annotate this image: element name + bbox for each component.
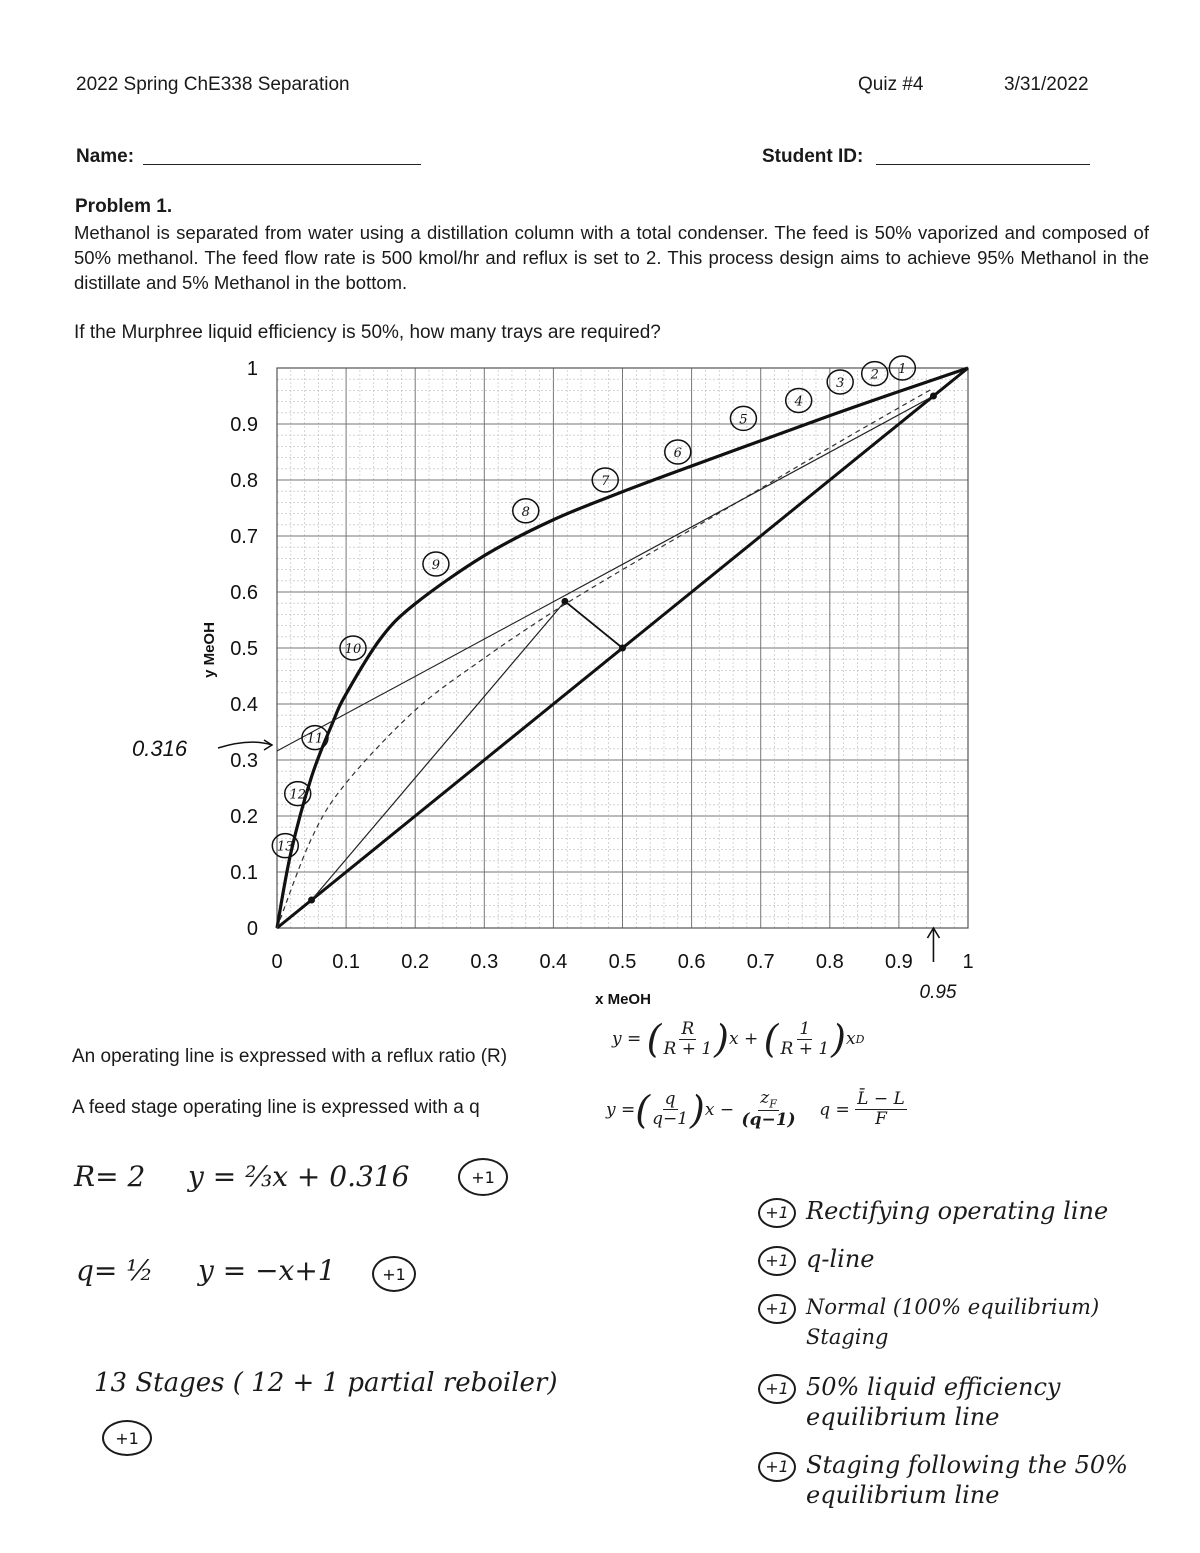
- stage-number: 13: [277, 839, 294, 855]
- stage-circle: [862, 362, 888, 386]
- check-badge-4: +1: [758, 1374, 796, 1404]
- key-point: [561, 598, 568, 605]
- x-tick-label: 0.8: [815, 951, 844, 973]
- x-tick-label: 0.1: [332, 951, 361, 973]
- quiz-date: 3/31/2022: [1004, 74, 1089, 95]
- qdef-sign: =: [835, 1099, 850, 1120]
- chart-labels: [132, 622, 957, 1008]
- feq-y: y: [606, 1099, 616, 1120]
- stage-circle: [340, 636, 366, 660]
- check-badge-5: +1: [758, 1452, 796, 1482]
- qdef-den: F: [875, 1109, 887, 1130]
- intercept-arrow: [218, 742, 272, 748]
- y-tick-label: 0.6: [230, 582, 258, 604]
- frac-r-den: R + 1: [663, 1038, 713, 1059]
- feq-zf: z: [760, 1088, 770, 1108]
- hand-q-value: q= ½: [76, 1254, 154, 1287]
- problem-title: Problem 1.: [75, 196, 173, 217]
- qdef-q: q: [819, 1099, 831, 1120]
- stage-circle: [272, 834, 298, 858]
- stage-number: 10: [344, 642, 362, 657]
- check-text-1: Rectifying operating line: [806, 1197, 1109, 1225]
- stage-number: 12: [289, 787, 307, 803]
- checklist-item-5: [758, 1450, 1168, 1510]
- hand-q-equation: y = −x+1: [198, 1254, 336, 1287]
- stage-number: 5: [739, 412, 748, 428]
- problem-text: Methanol is separated from water using a distillation column with a total condenser. The feed is 50% vaporized and composed of 50% methanol. The feed flow rate is 500 kmol/hr and reflux is set to 2. This process design aims to achieve 95% Methanol in the distillate and 5% Methanol in the bottom.: [74, 222, 1149, 293]
- feed-line-equation: y = ( $\frac{q}{q-1}$ ) x − $\frac{z_F}{(q-1)}$ q = $\frac{L̄ - L}{F}$: [606, 1087, 905, 1132]
- checklist-item-1: [758, 1196, 1168, 1228]
- series-stripping-operating-line: [312, 601, 565, 900]
- eq-d-sub: D: [855, 1032, 865, 1046]
- check-badge-2: +1: [758, 1246, 796, 1276]
- x-tick-label: 0.4: [539, 951, 568, 973]
- chart-ticks: [230, 358, 973, 973]
- stage-circle: [302, 726, 328, 750]
- intercept-arrow-head: [264, 740, 272, 750]
- operating-line-text: An operating line is expressed with a reflux ratio (R): [72, 1046, 508, 1067]
- x-tick-label: 0.5: [608, 951, 637, 973]
- xd-annotation: 0.95: [919, 982, 957, 1003]
- hand-r-equation: y = ⅔x + 0.316: [188, 1160, 410, 1193]
- feq-f-sub: F: [769, 1097, 777, 1111]
- stage-number: 4: [794, 394, 803, 410]
- series-rectifying-operating-line: [565, 396, 934, 595]
- plus-one-badge-2: +1: [372, 1256, 416, 1292]
- plus-one-badge-3: +1: [102, 1420, 152, 1456]
- x-tick-label: 0.3: [470, 951, 499, 973]
- checklist-item-3: [758, 1292, 1168, 1352]
- eq-sign: =: [627, 1029, 642, 1049]
- x-tick-label: 1: [962, 951, 974, 973]
- plus-one-badge-1: +1: [458, 1158, 508, 1196]
- x-axis-label: x MeOH: [595, 991, 651, 1008]
- stage-circle: [285, 782, 311, 806]
- y-tick-label: 0.3: [230, 750, 258, 772]
- check-text-4: 50% liquid efficiency equilibrium line: [806, 1373, 1061, 1431]
- stage-number: 9: [431, 558, 441, 573]
- feq-minus: −: [719, 1099, 735, 1120]
- eq-xd: x: [845, 1029, 856, 1049]
- stage-number: 8: [521, 504, 530, 520]
- quiz-number: Quiz #4: [858, 74, 924, 95]
- key-point: [308, 897, 315, 904]
- stage-circle: [513, 499, 539, 523]
- eq-x: x: [729, 1029, 739, 1049]
- key-point: [930, 393, 937, 400]
- check-text-2: q-line: [806, 1245, 875, 1273]
- check-text-3: Normal (100% equilibrium) Staging: [806, 1295, 1100, 1349]
- checklist-item-4: [758, 1372, 1168, 1432]
- stage-circle: [592, 468, 618, 492]
- stage-circle: [889, 356, 915, 380]
- stage-circle: [665, 440, 691, 464]
- eq-plus: +: [744, 1029, 759, 1049]
- y-tick-label: 0.9: [230, 414, 258, 436]
- stage-number: 6: [673, 446, 682, 461]
- stage-number: 2: [870, 367, 879, 383]
- check-text-5: Staging following the 50% equilibrium line: [806, 1451, 1128, 1509]
- eq-y: y: [612, 1029, 622, 1049]
- stage-circle: [423, 552, 449, 576]
- y-tick-label: 0.5: [230, 638, 258, 660]
- y-axis-label: y MeOH: [201, 622, 218, 678]
- stage-circle: [786, 388, 812, 412]
- problem-question: If the Murphree liquid efficiency is 50%, how many trays are required?: [74, 322, 661, 343]
- series-q-line: [565, 601, 623, 648]
- x-tick-label: 0.9: [884, 951, 913, 973]
- student-id-blank: [876, 164, 1090, 165]
- series-50-efficiency-curve: [277, 388, 933, 928]
- chart-series: [277, 368, 968, 928]
- frac-q-num: q: [664, 1089, 676, 1110]
- name-label: Name:: [76, 146, 135, 167]
- series-extended-operating-line: [277, 595, 565, 751]
- stage-number: 7: [601, 474, 610, 489]
- series-equilibrium-curve: [277, 368, 968, 928]
- check-badge-3: +1: [758, 1294, 796, 1324]
- feq-zf-den: q−1: [749, 1110, 788, 1131]
- key-point: [619, 645, 626, 652]
- plot-border: [277, 368, 968, 928]
- stage-number: 11: [306, 731, 324, 747]
- x-tick-label: 0.2: [401, 951, 430, 973]
- operating-line-equation: y = ( $\frac{R}{R + 1}$ ) x + ( $\frac{1}{R + 1}$ ) x D: [612, 1017, 865, 1061]
- stage-circle: [730, 406, 756, 430]
- chart-grid: [277, 368, 968, 928]
- student-id-label: Student ID:: [762, 146, 864, 167]
- stage-number: 1: [898, 362, 907, 377]
- feed-line-text: A feed stage operating line is expressed with a q: [72, 1097, 480, 1118]
- hand-r-value: R= 2: [74, 1160, 146, 1193]
- frac-q-den: q−1: [652, 1109, 689, 1130]
- feq-sign: =: [621, 1099, 636, 1120]
- y-tick-label: 0: [246, 918, 258, 940]
- checklist-item-2: [758, 1244, 1168, 1276]
- check-badge-1: +1: [758, 1198, 796, 1228]
- hand-stages-answer: 13 Stages ( 12 + 1 partial reboiler): [94, 1368, 558, 1398]
- qdef-num: L̄ − L: [857, 1089, 905, 1110]
- y-tick-label: 0.7: [230, 526, 258, 548]
- stage-number: 3: [836, 376, 845, 391]
- y-tick-label: 0.2: [230, 806, 258, 828]
- intercept-annotation: 0.316: [132, 736, 188, 761]
- frac-one-den: R + 1: [780, 1038, 830, 1059]
- x-tick-label: 0.7: [746, 951, 775, 973]
- series-diagonal-y-x: [277, 368, 968, 928]
- name-blank: [143, 164, 421, 165]
- y-tick-label: 1: [246, 358, 258, 380]
- xd-arrow-head: [927, 928, 939, 938]
- x-tick-label: 0.6: [677, 951, 706, 973]
- frac-r-num: R: [681, 1018, 695, 1039]
- frac-one-num: 1: [799, 1018, 811, 1039]
- grading-checklist: [758, 1196, 1168, 1510]
- course-title: 2022 Spring ChE338 Separation: [76, 74, 350, 95]
- stage-labels: [272, 356, 915, 858]
- x-tick-label: 0: [271, 951, 283, 973]
- y-tick-label: 0.4: [230, 694, 258, 716]
- y-tick-label: 0.1: [230, 862, 258, 884]
- feq-x: x: [704, 1099, 715, 1120]
- y-tick-label: 0.8: [230, 470, 258, 492]
- chart-frame: [277, 368, 968, 928]
- stage-circle: [827, 370, 853, 394]
